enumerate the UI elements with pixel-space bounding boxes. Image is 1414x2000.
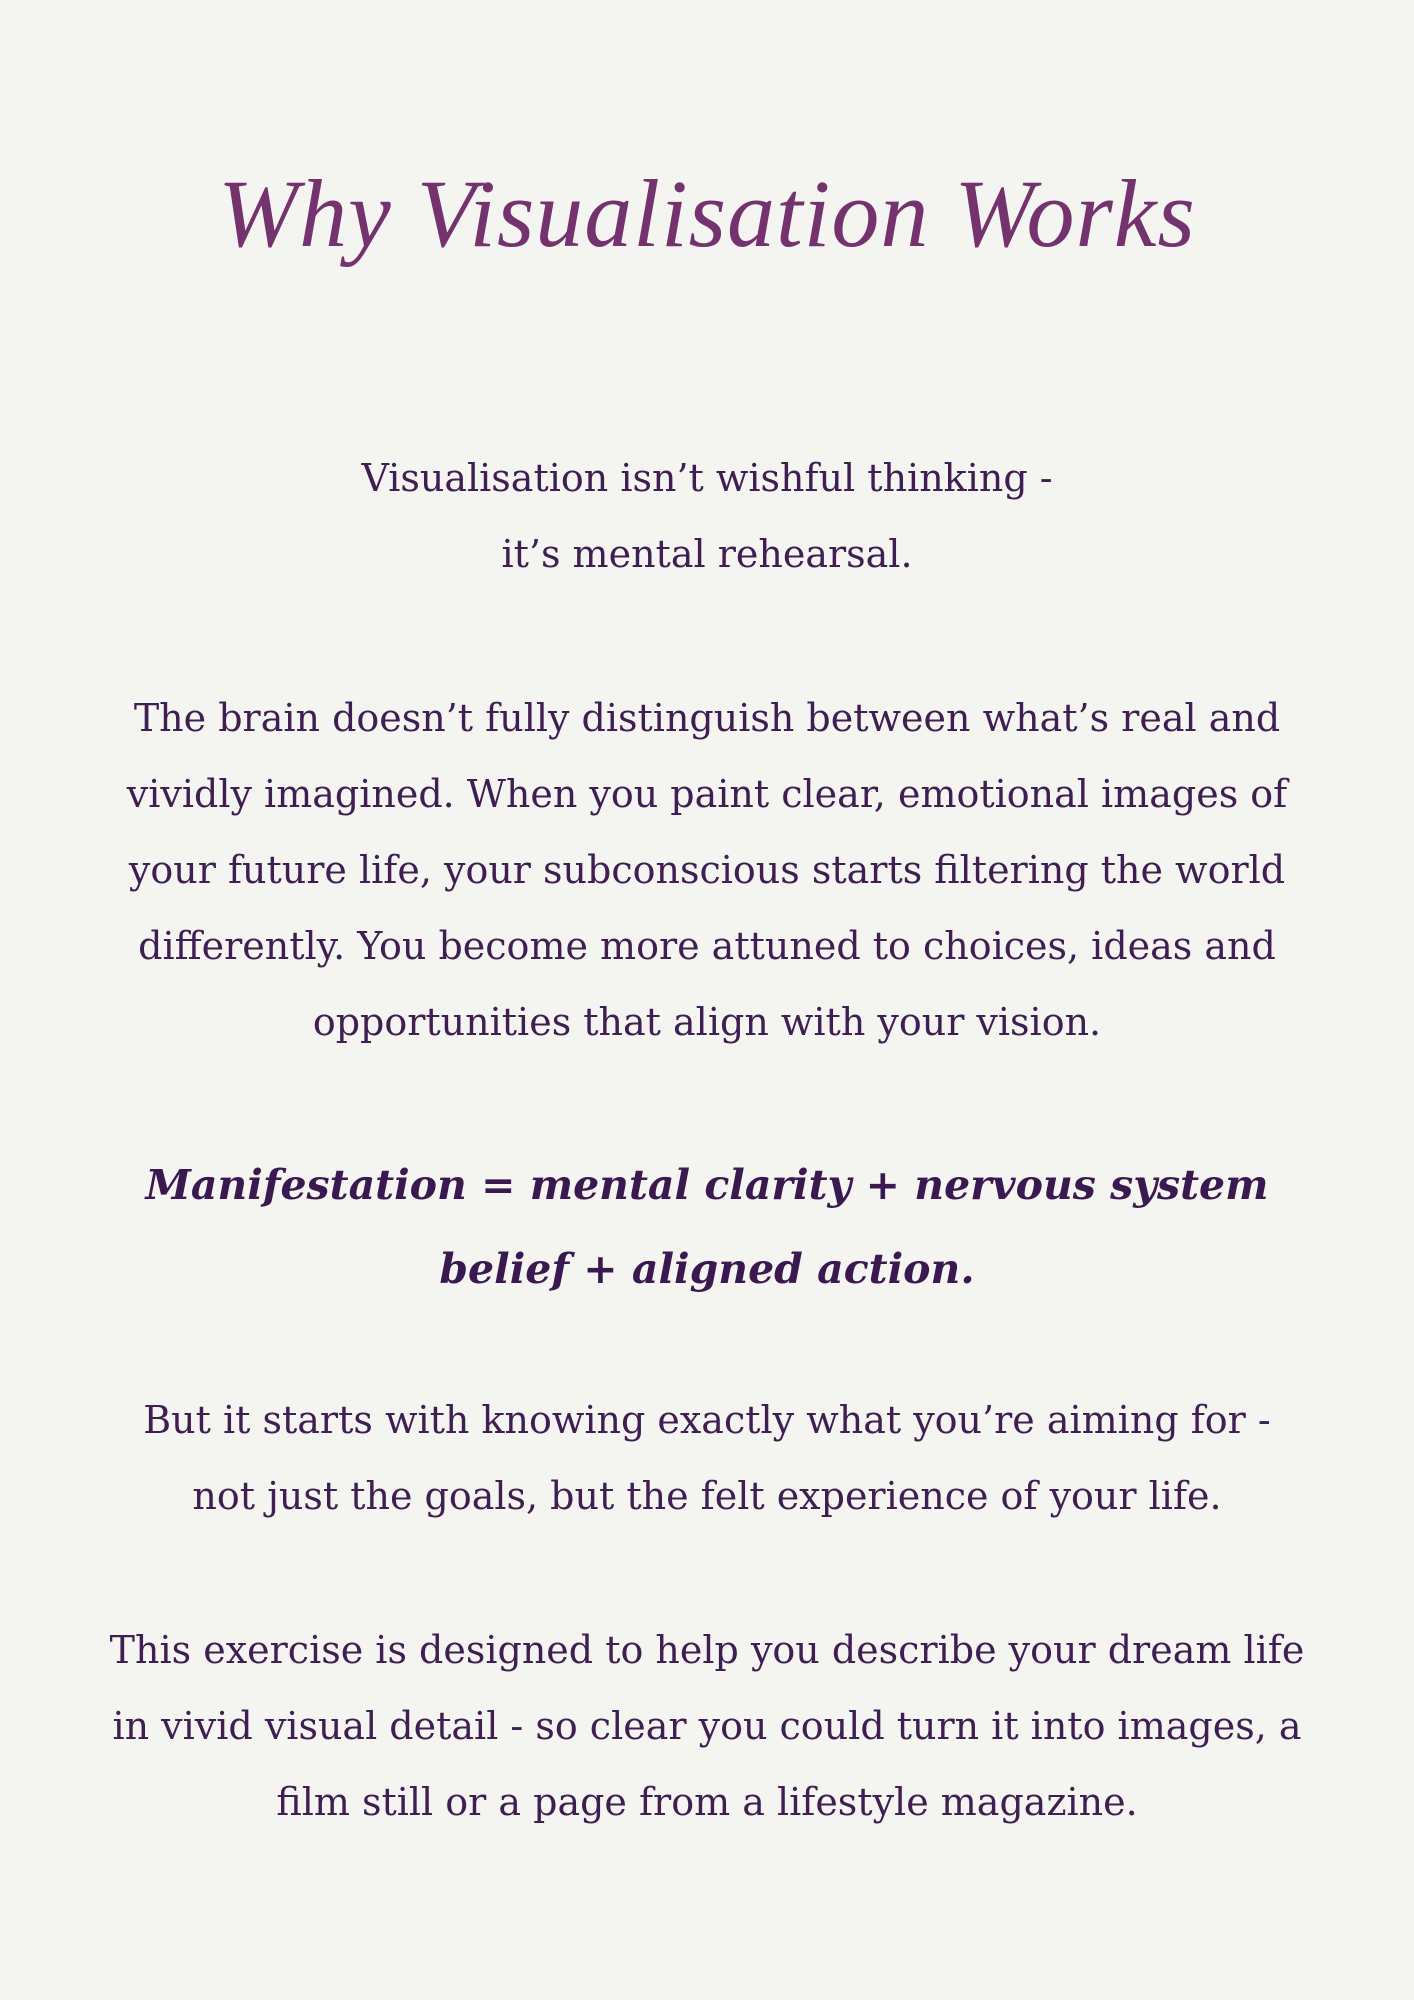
paragraph-exercise bbox=[0, 1612, 1414, 1840]
intro-line-1: Visualisation isn’t wishful thinking - bbox=[361, 456, 1053, 500]
paragraph-brain-text: The brain doesn’t fully distinguish between what’s real and vividly imagined. When you paint clear, emotional images of your future life, your subconscious starts filtering the world differently. You become more attuned to choices, ideas and opportunities that align with your vision. bbox=[126, 696, 1288, 1044]
paragraph-brain bbox=[0, 680, 1414, 1060]
intro-statement bbox=[0, 440, 1414, 592]
paragraph-aim-text: But it starts with knowing exactly what you’re aiming for - not just the goals, but the felt experience of your life. bbox=[143, 1398, 1271, 1518]
manifestation-equation bbox=[0, 1143, 1414, 1311]
page-title: Why Visualisation Works bbox=[218, 160, 1196, 268]
paragraph-aim bbox=[0, 1382, 1414, 1534]
intro-line-2: it’s mental rehearsal. bbox=[501, 532, 913, 576]
manifestation-equation-text: Manifestation = mental clarity + nervous system belief + aligned action. bbox=[145, 1161, 1269, 1293]
paragraph-exercise-text: This exercise is designed to help you describe your dream life in vivid visual detail - so clear you could turn it into images, a film still or a page from a lifestyle magazine. bbox=[109, 1628, 1305, 1824]
